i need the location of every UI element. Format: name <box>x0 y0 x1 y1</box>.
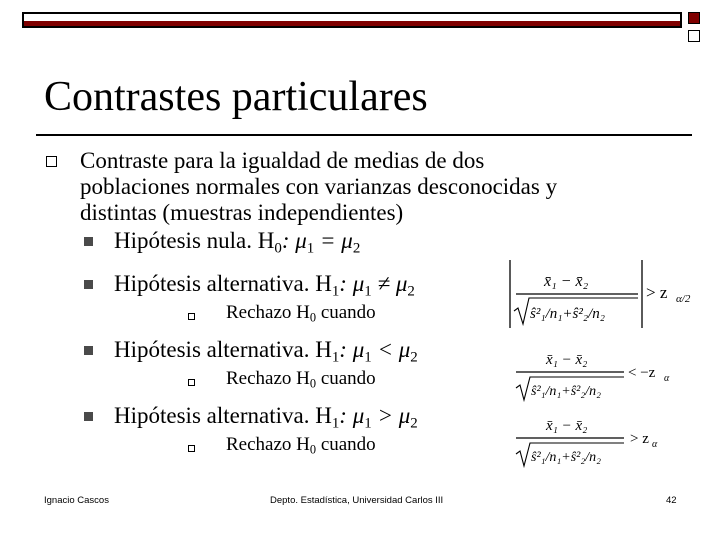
formula-condition: > z <box>646 283 668 302</box>
alt-hypothesis-lower: Hipótesis alternativa. $H_1$: $\mu_1 < \mu_2$ <box>114 337 418 366</box>
formula-condition-sub: α/2 <box>676 293 691 305</box>
reject-rule-two-sided: Rechazo $H_0$ cuando <box>226 302 376 325</box>
formula-lower <box>512 346 702 408</box>
footer-author: Ignacio Cascos <box>44 495 109 506</box>
formula-denominator: ŝ²₁/n₁+ŝ²₂/n₂ <box>531 384 601 399</box>
top-accent-stripe <box>24 21 680 26</box>
reject-rule-lower: Rechazo $H_0$ cuando <box>226 368 376 391</box>
sub-bullet-icon <box>84 280 93 289</box>
formula-condition-sub: α <box>664 373 670 384</box>
intro-line-2: poblaciones normales con varianzas desconocidas y <box>80 174 558 199</box>
reject-rule-upper: Rechazo $H_0$ cuando <box>226 434 376 457</box>
formula-numerator: x̄₁ − x̄₂ <box>546 418 588 434</box>
formula-denominator: ŝ²₁/n₁+ŝ²₂/n₂ <box>531 450 601 465</box>
corner-square-filled <box>688 12 700 24</box>
formula-denominator: ŝ²₁/n₁+ŝ²₂/n₂ <box>530 306 605 322</box>
sub-bullet-icon <box>84 346 93 355</box>
sub-bullet-icon <box>84 412 93 421</box>
sub-bullet-icon <box>84 237 93 246</box>
footer-page-number: 42 <box>666 495 677 506</box>
formula-condition-sub: α <box>652 439 658 450</box>
intro-line-1: Contraste para la igualdad de medias de dos <box>80 148 485 173</box>
intro-line-3: distintas (muestras independientes) <box>80 200 404 225</box>
null-hypothesis: Hipótesis nula. $H_0$: $\mu_1 = \mu_2$ <box>114 228 361 257</box>
main-bullet-icon <box>46 156 57 167</box>
title-divider <box>36 134 692 136</box>
alt-hypothesis-two-sided: Hipótesis alternativa. $H_1$: $\mu_1 \ne \mu_2$ <box>114 271 415 300</box>
formula-condition: > z <box>630 431 649 447</box>
reject-bullet-icon <box>188 379 195 386</box>
reject-bullet-icon <box>188 445 195 452</box>
footer-department: Depto. Estadística, Universidad Carlos III <box>270 495 444 506</box>
corner-square-hollow <box>688 30 700 42</box>
formula-two-sided <box>504 256 700 332</box>
formula-upper <box>512 412 702 474</box>
formula-numerator: x̄₁ − x̄₂ <box>546 352 588 368</box>
alt-hypothesis-upper: Hipótesis alternativa. $H_1$: $\mu_1 > \mu_2$ <box>114 403 418 432</box>
formula-condition: < −z <box>628 365 656 381</box>
reject-bullet-icon <box>188 313 195 320</box>
slide-title: Contrastes particulares <box>44 74 428 120</box>
formula-numerator: x̄₁ − x̄₂ <box>544 273 589 290</box>
